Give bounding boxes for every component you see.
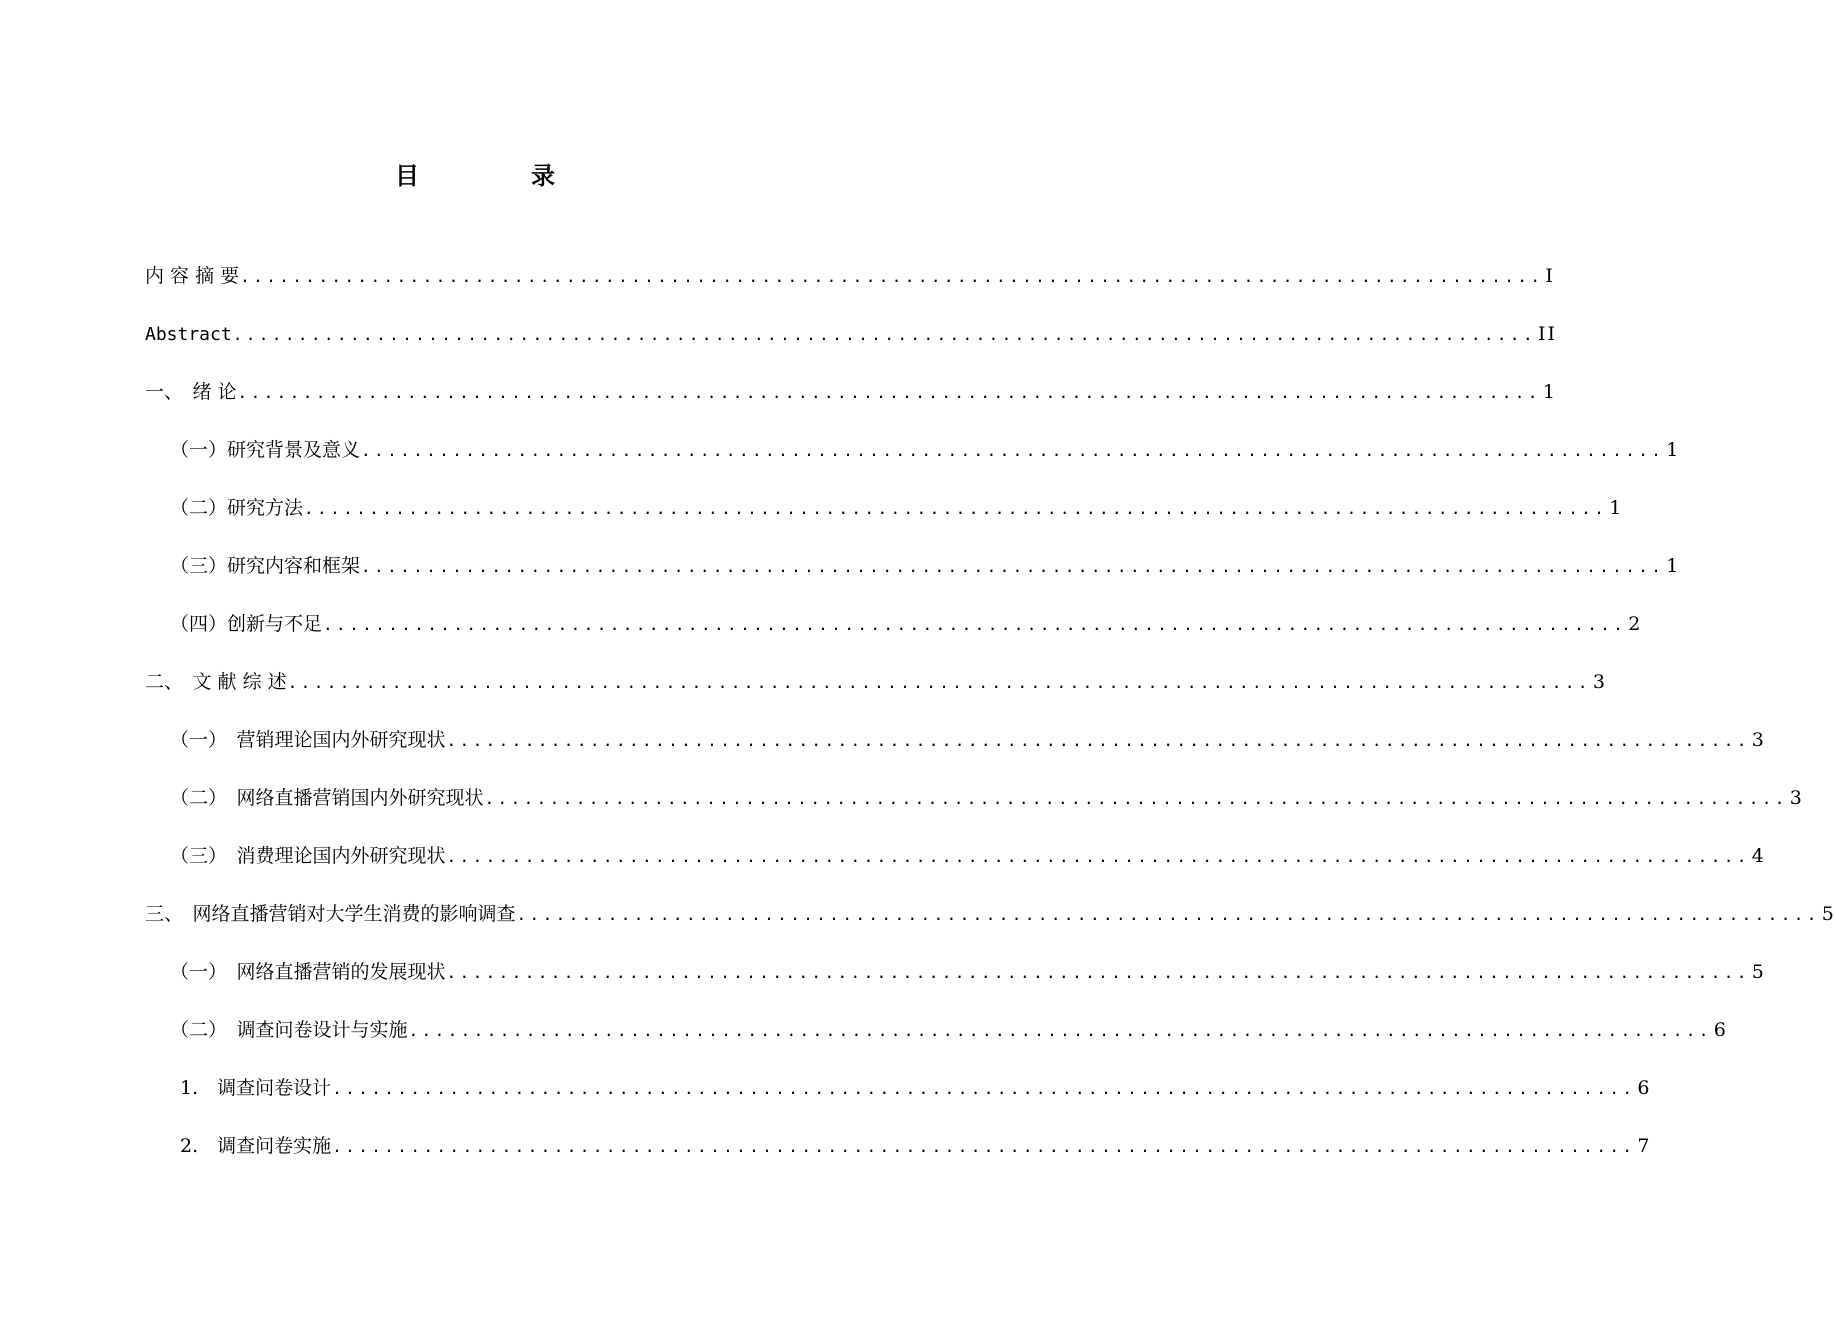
toc-entry-label: 三、 网络直播营销对大学生消费的影响调查 <box>145 903 516 925</box>
dot-leader: .................................................................................................... <box>446 731 1750 750</box>
dot-leader: .................................................................................................... <box>304 499 1608 518</box>
toc-page-number: 1 <box>1666 555 1681 577</box>
toc-entry-2-3[interactable] <box>170 843 1766 870</box>
toc-entry-abstract-cn[interactable] <box>145 263 1555 290</box>
dot-leader: .................................................................................................... <box>332 1079 1636 1098</box>
dot-leader: .................................................................................................... <box>484 789 1788 808</box>
dot-leader: .................................................................................................... <box>240 267 1544 286</box>
toc-page-number: 2 <box>1628 613 1643 635</box>
toc-page-number: 1 <box>1542 381 1557 403</box>
toc-page-number: 5 <box>1751 961 1766 983</box>
toc-page-number: 6 <box>1713 1019 1728 1041</box>
toc-entry-3-2-1[interactable] <box>180 1075 1652 1102</box>
toc-entry-label: （一） 网络直播营销的发展现状 <box>170 961 446 983</box>
toc-title: 目 录 <box>395 162 599 190</box>
toc-entry-label: 1. 调查问卷设计 <box>180 1077 332 1099</box>
toc-entry-label: 2. 调查问卷实施 <box>180 1135 332 1157</box>
dot-leader: .................................................................................................... <box>361 441 1665 460</box>
toc-entry-label: （三）研究内容和框架 <box>170 555 361 577</box>
toc-page-number: II <box>1537 323 1557 345</box>
toc-entry-label: （二）研究方法 <box>170 497 304 519</box>
dot-leader: .................................................................................................... <box>323 615 1627 634</box>
toc-entry-label: （二） 网络直播营销国内外研究现状 <box>170 787 484 809</box>
toc-entry-label: 一、 绪 论 <box>145 381 237 403</box>
dot-leader: .................................................................................................... <box>237 383 1541 402</box>
dot-leader: .................................................................................................... <box>408 1021 1712 1040</box>
dot-leader: .................................................................................................... <box>361 557 1665 576</box>
dot-leader: .................................................................................................... <box>332 1137 1636 1156</box>
toc-entry-label: 二、 文 献 综 述 <box>145 671 287 693</box>
dot-leader: .................................................................................................... <box>516 905 1820 924</box>
toc-entry-1-4[interactable] <box>170 611 1643 638</box>
toc-entry-label: （一） 营销理论国内外研究现状 <box>170 729 446 751</box>
toc-page-number: 1 <box>1666 439 1681 461</box>
toc-entry-chapter-3[interactable] <box>145 901 1836 928</box>
toc-page-number: 7 <box>1637 1135 1652 1157</box>
toc-entry-1-3[interactable] <box>170 553 1681 580</box>
toc-entry-1-1[interactable] <box>170 437 1681 464</box>
toc-entry-label: （一）研究背景及意义 <box>170 439 361 461</box>
toc-entry-3-2[interactable] <box>170 1017 1728 1044</box>
toc-entry-chapter-1[interactable] <box>145 379 1557 406</box>
toc-entry-3-1[interactable] <box>170 959 1766 986</box>
toc-entry-2-1[interactable] <box>170 727 1766 754</box>
dot-leader: .................................................................................................... <box>446 847 1750 866</box>
toc-entry-3-2-2[interactable] <box>180 1133 1652 1160</box>
toc-entry-1-2[interactable] <box>170 495 1624 522</box>
toc-page-number: 6 <box>1637 1077 1652 1099</box>
toc-entry-chapter-2[interactable] <box>145 669 1607 696</box>
toc-page-number: 4 <box>1751 845 1766 867</box>
toc-entry-label: 内 容 摘 要 <box>145 265 240 287</box>
toc-entry-label: （二） 调查问卷设计与实施 <box>170 1019 408 1041</box>
toc-entry-2-2[interactable] <box>170 785 1804 812</box>
toc-page-number: 1 <box>1609 497 1624 519</box>
dot-leader: .................................................................................................... <box>446 963 1750 982</box>
dot-leader: .................................................................................................... <box>287 673 1591 692</box>
toc-page-number: 3 <box>1592 671 1607 693</box>
toc-entry-label: Abstract <box>145 324 232 345</box>
toc-page-number: 3 <box>1789 787 1804 809</box>
toc-entry-label: （三） 消费理论国内外研究现状 <box>170 845 446 867</box>
toc-page-number: 3 <box>1751 729 1766 751</box>
toc-page-number: 5 <box>1821 903 1836 925</box>
toc-page-number: I <box>1545 265 1555 287</box>
toc-entry-abstract-en[interactable] <box>145 321 1557 348</box>
toc-entry-label: （四）创新与不足 <box>170 613 323 635</box>
dot-leader: .................................................................................................... <box>232 325 1536 344</box>
